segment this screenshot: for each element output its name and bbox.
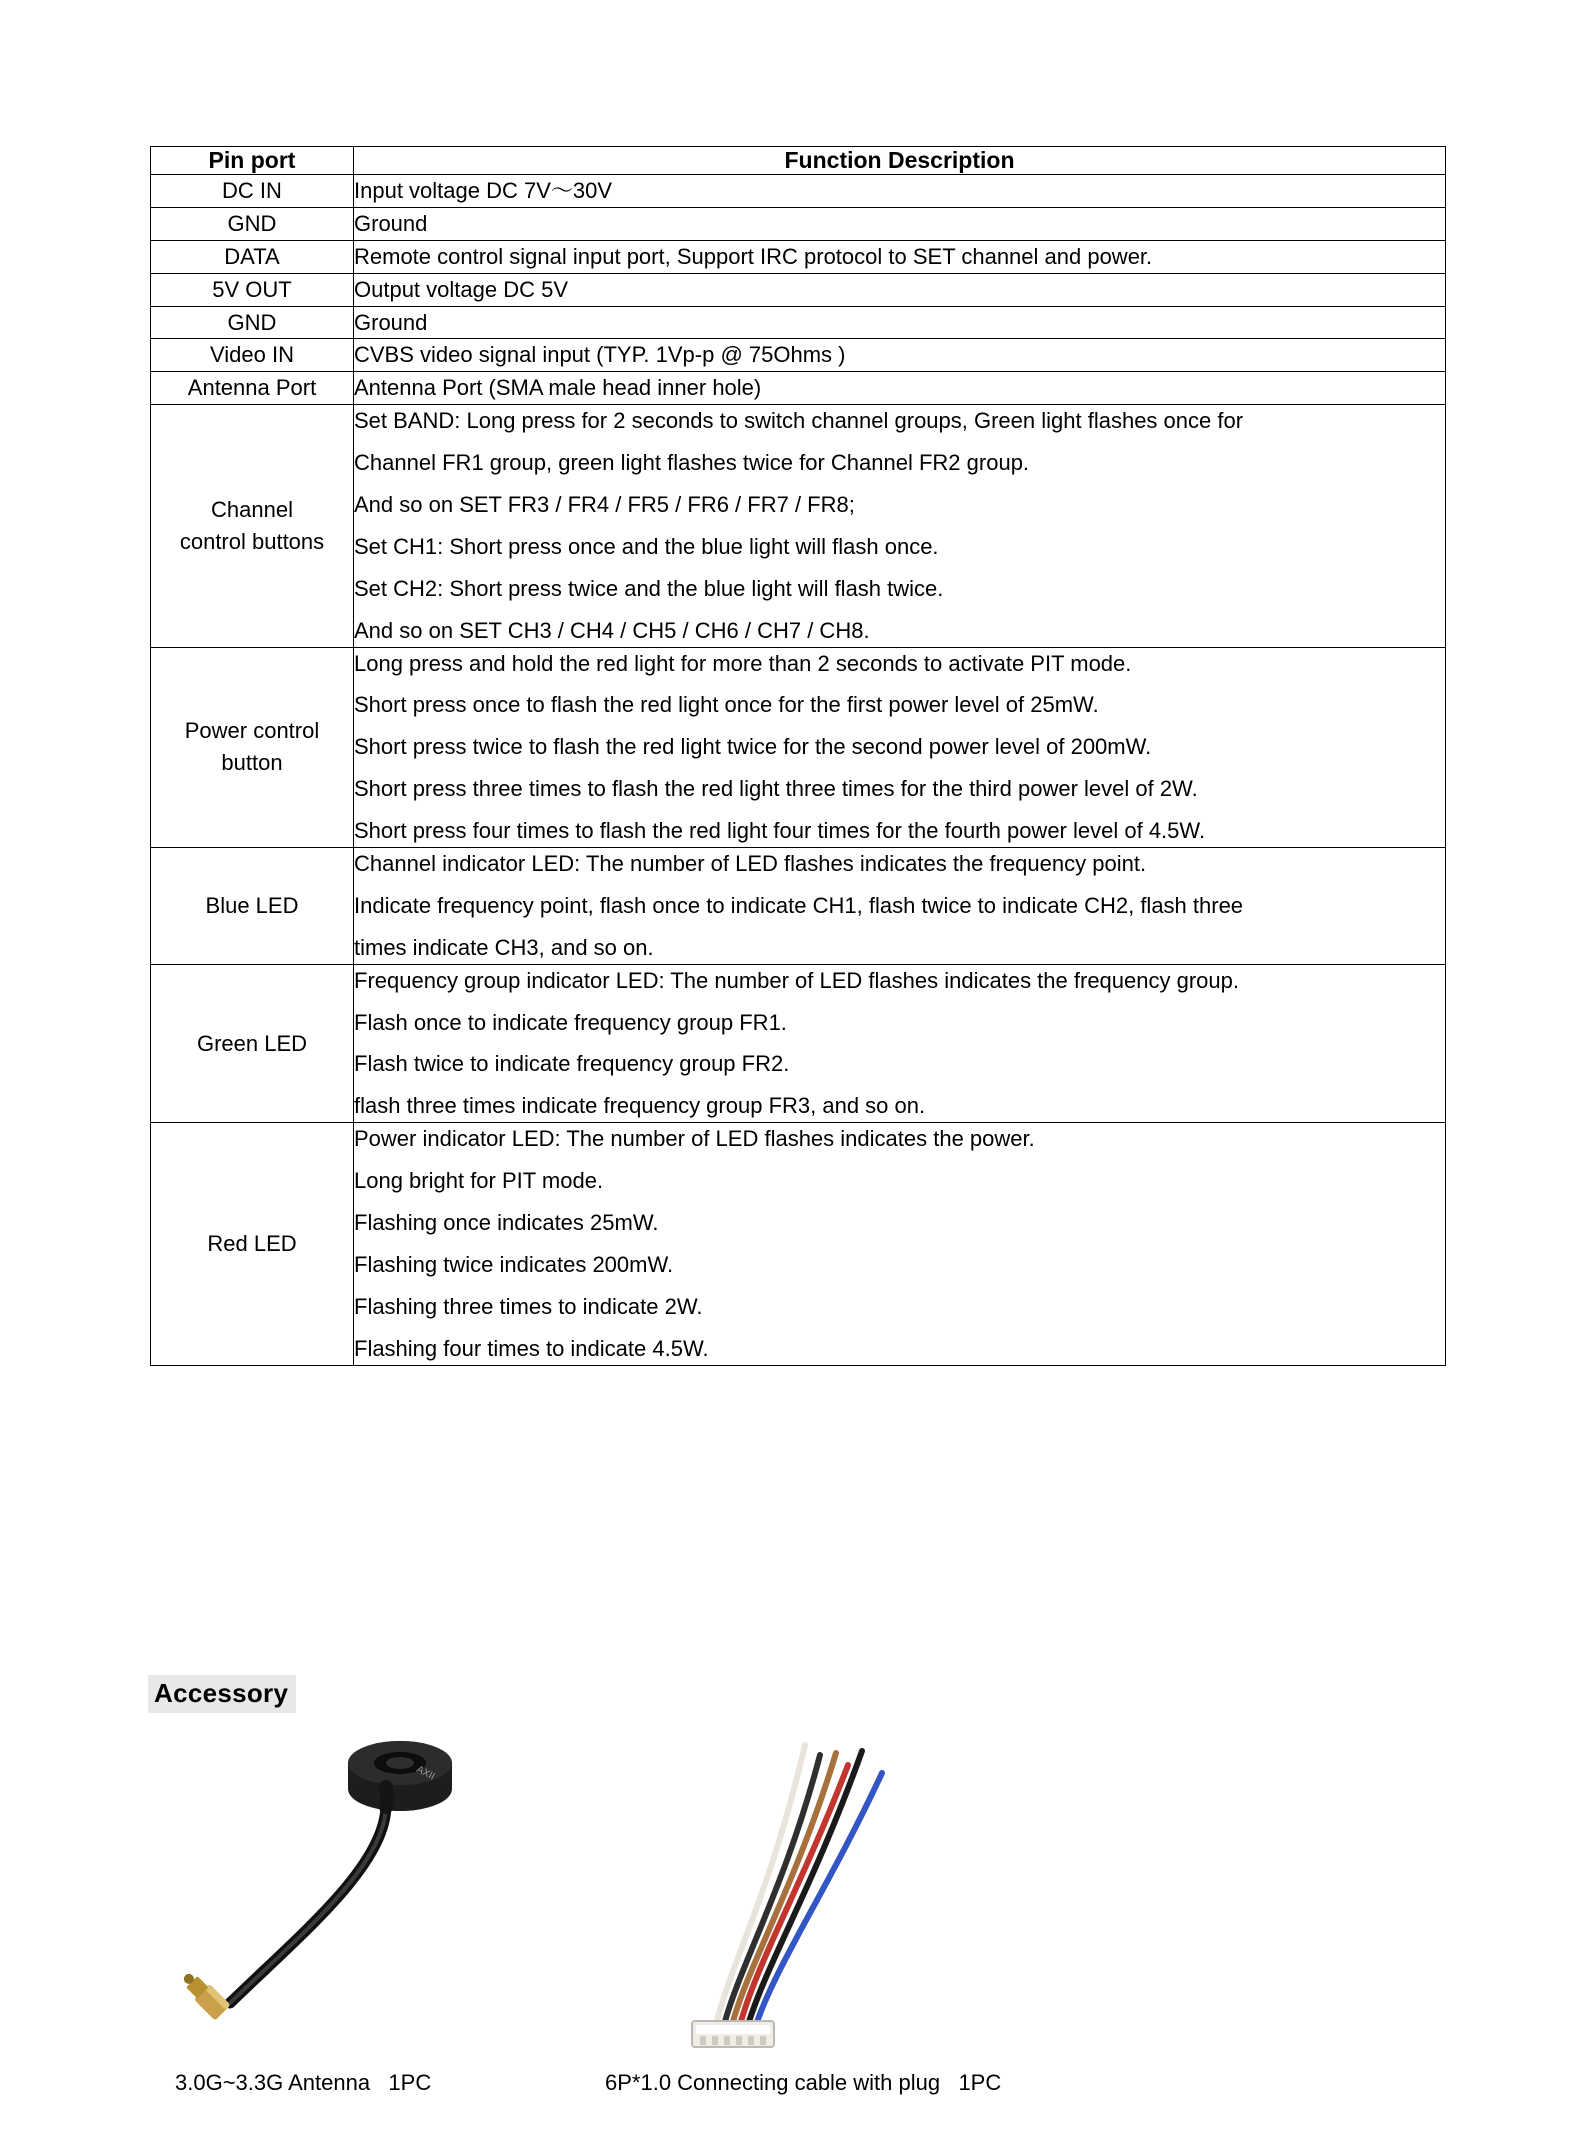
table-row [151,207,1446,240]
pin-port-cell: DATA [151,240,354,273]
description-line: Set CH2: Short press twice and the blue light will flash twice. [354,575,944,601]
table-header [151,147,1446,175]
pin-function-table [150,146,1446,1366]
description-line: Indicate frequency point, flash once to indicate CH1, flash twice to indicate CH2, flash three [354,892,1244,918]
description-line: Set CH1: Short press once and the blue light will flash once. [354,533,939,559]
table-row [151,175,1446,208]
description-line: Short press four times to flash the red light four times for the fourth power level of 4.5W. [354,818,1206,844]
function-description-cell [354,207,1446,240]
table-row [151,647,1446,847]
pin-port-cell: GND [151,207,354,240]
description-line: Long press and hold the red light for more than 2 seconds to activate PIT mode. [354,650,1132,676]
table-row [151,405,1446,647]
description-line: times indicate CH3, and so on. [354,934,654,960]
table-row [151,339,1446,372]
function-description-cell [354,1123,1446,1365]
pin-port-cell: Channel control buttons [151,405,354,647]
description-line: Power indicator LED: The number of LED flashes indicates the power. [354,1126,1035,1152]
pin-port-cell: Video IN [151,339,354,372]
table-row [151,240,1446,273]
description-line: And so on SET CH3 / CH4 / CH5 / CH6 / CH7 / CH8. [354,617,870,643]
table-row [151,964,1446,1123]
description-line: Ground [354,210,428,236]
function-description-cell [354,175,1446,208]
description-line: Flashing three times to indicate 2W. [354,1293,703,1319]
function-description-cell [354,964,1446,1123]
pin-port-cell: Red LED [151,1123,354,1365]
antenna-image [150,1725,570,2055]
pin-port-cell: Power control button [151,647,354,847]
svg-text:AXII: AXII [414,1763,437,1783]
description-line: Flashing twice indicates 200mW. [354,1251,674,1277]
description-line: CVBS video signal input (TYP. 1Vp-p @ 75Ohms ) [354,342,846,368]
description-line: Flash once to indicate frequency group FR1. [354,1009,787,1035]
pin-port-cell: DC IN [151,175,354,208]
description-line: Short press twice to flash the red light twice for the second power level of 200mW. [354,734,1152,760]
cable-image [590,1725,1010,2055]
pin-port-cell: Antenna Port [151,372,354,405]
table-body [151,175,1446,1366]
description-line: Long bright for PIT mode. [354,1168,604,1194]
accessory-caption-cable: 6P*1.0 Connecting cable with plug 1PC [605,2070,1002,2095]
function-description-cell [354,306,1446,339]
function-description-cell [354,647,1446,847]
description-line: flash three times indicate frequency group FR3, and so on. [354,1093,926,1119]
description-line: Flashing once indicates 25mW. [354,1210,659,1236]
description-line: Output voltage DC 5V [354,276,569,302]
function-description-cell [354,273,1446,306]
function-description-cell [354,848,1446,965]
table-row [151,273,1446,306]
table-header-row [151,147,1446,175]
description-line: Channel indicator LED: The number of LED flashes indicates the frequency point. [354,851,1147,877]
table-row [151,848,1446,965]
description-line: Input voltage DC 7V～30V [354,178,613,203]
pin-port-cell: Blue LED [151,848,354,965]
description-line: Set BAND: Long press for 2 seconds to switch channel groups, Green light flashes once for [354,408,1244,434]
function-description-cell [354,339,1446,372]
accessory-caption-antenna: 3.0G~3.3G Antenna 1PC [175,2070,432,2095]
table-row [151,1123,1446,1365]
column-header-pin-port: Pin port [151,147,354,175]
description-line: Short press once to flash the red light once for the first power level of 25mW. [354,692,1099,718]
accessory-heading: Accessory [148,1675,296,1713]
pin-port-cell: GND [151,306,354,339]
description-line: Remote control signal input port, Support IRC protocol to SET channel and power. [354,243,1153,269]
function-description-cell [354,372,1446,405]
function-description-cell [354,405,1446,647]
description-line: Flashing four times to indicate 4.5W. [354,1335,709,1361]
pin-port-cell: Green LED [151,964,354,1123]
description-line: Flash twice to indicate frequency group FR2. [354,1051,790,1077]
accessory-gallery [150,1725,1445,2105]
description-line: And so on SET FR3 / FR4 / FR5 / FR6 / FR7 / FR8; [354,492,855,518]
description-line: Antenna Port (SMA male head inner hole) [354,375,762,401]
table-row [151,306,1446,339]
function-description-cell [354,240,1446,273]
description-line: Short press three times to flash the red light three times for the third power level of 2W. [354,776,1198,802]
table-row [151,372,1446,405]
column-header-function-description: Function Description [354,147,1446,175]
description-line: Ground [354,309,428,335]
description-line: Frequency group indicator LED: The number of LED flashes indicates the frequency group. [354,967,1239,993]
description-line: Channel FR1 group, green light flashes twice for Channel FR2 group. [354,450,1030,476]
pin-port-cell: 5V OUT [151,273,354,306]
